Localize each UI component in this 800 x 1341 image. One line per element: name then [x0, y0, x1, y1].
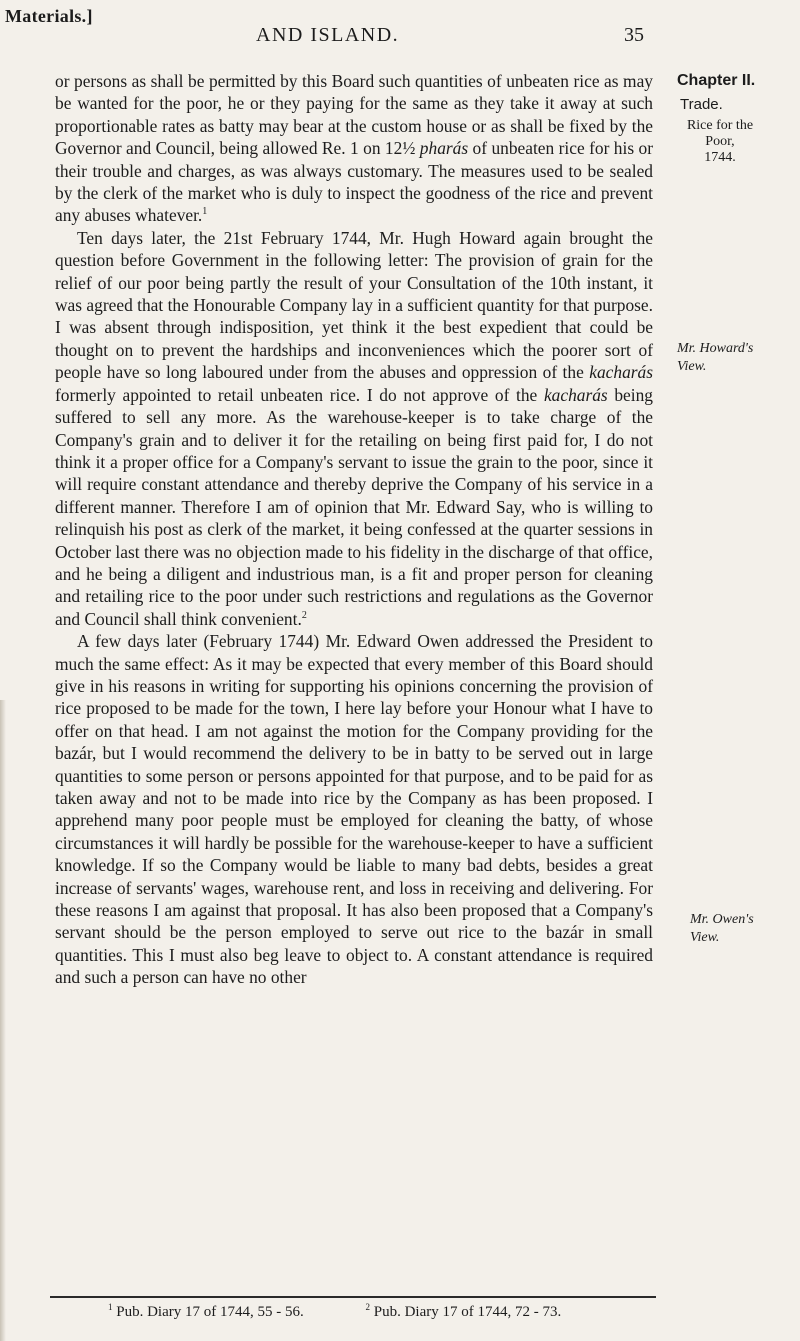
footnote-1-text: Pub. Diary 17 of 1744, 55 - 56.	[116, 1304, 304, 1320]
margin-note-rice-line-1: Rice for the	[686, 118, 754, 133]
paragraph-3: A few days later (February 1744) Mr. Edward Owen addressed the President to much the same effect: As it may be expected that every member of this Board should give in his reasons in writing for supporting his opinions concerning the provision of rice proposed to be made for the town, I here lay before your Honour what I have to offer on that head. I am not against the motion for the Company providing for the bazár, but I would recommend the delivery to be in batty to be served out in large quantities to some person or persons appointed for that purpose, and to be paid for as taken away and not to be made into rice by the Company as has been proposed. I apprehend many poor people must be employed for cleaning the batty, of whose circumstances it will hardly be possible for the warehouse-keeper to have a sufficient knowledge. If so the Company would be liable to many bad debts, besides a great increase of servants' wages, warehouse rent, and loss in receiving and delivering. For these reasons I am against that proposal. It has also been proposed that a Company's servant should be the person employed to serve out rice to the bazár in small quantities. This I must also beg leave to object to. A constant attendance is required and such a person can have no other	[55, 631, 653, 988]
paragraph-2-text-c: being suffered to sell any more. As the warehouse-keeper is to take charge of the Company's grain and to deliver it for the retailing on being first paid for, I do not think it a proper office for a Company's servant to issue the grain to the poor, since it will require constant attendance and thereby deprive the Company of his service in a different manner. Therefore I am of opinion that Mr. Edward Say, who is willing to relinquish his post as clerk of the market, it being confessed at the quarter sessions in October last there was no objection made to his fidelity in the discharge of that office, and he being a diligent and industrious man, is a fit and proper person for cleaning and retailing rice to the poor under such restrictions and regulations as the Governor and Council shall think convenient.	[55, 384, 654, 629]
footnote-1	[108, 1302, 304, 1321]
margin-note-owen-line-1: Mr. Owen's	[690, 912, 754, 927]
footnote-1-mark: 1	[108, 1302, 113, 1312]
term-kacharas-2: kacharás	[543, 384, 608, 405]
margin-topic: Trade.	[680, 96, 723, 113]
margin-note-rice-line-3: 1744.	[704, 150, 736, 165]
footnotes	[108, 1302, 668, 1321]
paragraph-2-text-b: formerly appointed to retail unbeaten rice. I do not approve of the	[55, 384, 544, 405]
term-pharas: pharás	[419, 138, 469, 159]
margin-chapter: Chapter II.	[677, 72, 756, 89]
paragraph-2-text-a: Ten days later, the 21st February 1744, Mr. Hugh Howard again brought the question before Government in the following letter: The provision of grain for the relief of our poor being partly the result of your Consultation of the 10th instant, it was agreed that the Honourable Company lay in a sufficient quantity for that purpose. I was absent through indisposition, yet think it the best expedient that could be thought on to prevent the hardships and inconveniences which the poorer sort of people have so long laboured under from the abuses and oppression of the	[55, 227, 653, 383]
margin-note-rice	[680, 118, 760, 166]
running-head: AND ISLAND.	[256, 24, 400, 46]
main-text	[55, 70, 653, 989]
footnote-2	[366, 1302, 562, 1321]
margin-note-howard-line-1: Mr. Howard's	[677, 341, 754, 356]
margin-note-rice-line-2: Poor,	[705, 134, 735, 149]
footnote-2-text: Pub. Diary 17 of 1744, 72 - 73.	[373, 1304, 562, 1320]
page-number: 35	[624, 24, 644, 46]
paragraph-1	[55, 70, 653, 227]
shelf-mark: Materials.]	[5, 6, 93, 26]
paragraph-1-text-a: or persons as shall be permitted by this Board such quantities of unbeaten rice as may be wanted for the poor, he or they paying for the same as they take it away at such proportionable rates as batty may bear at the custom house or as shall be fixed by the Governor and Council, being allowed Re. 1 on 12½	[55, 71, 653, 159]
margin-note-howard	[677, 340, 797, 376]
margin-note-howard-line-2: View.	[677, 359, 707, 374]
footnote-ref-1: 1	[202, 206, 208, 218]
margin-note-owen	[690, 911, 800, 947]
footnote-divider	[50, 1296, 656, 1298]
page-edge-shadow	[0, 700, 6, 1341]
paragraph-2	[55, 227, 653, 630]
paragraph-1-text-b: of unbeaten rice for his or their trouble and charges, as was always customary. The measures used to be sealed by the clerk of the market who is duly to inspect the goodness of the rice and prevent any abuses whatever.	[55, 138, 653, 226]
term-kacharas: kacharás	[589, 362, 653, 383]
margin-note-owen-line-2: View.	[690, 930, 720, 945]
footnote-2-mark: 2	[365, 1302, 370, 1312]
footnote-ref-2: 2	[301, 609, 307, 621]
